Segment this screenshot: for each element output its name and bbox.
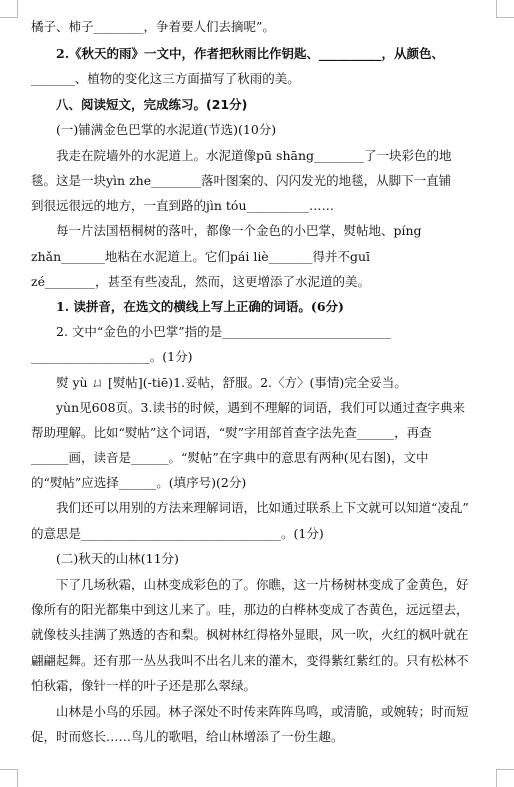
section-heading: 八、阅读短文，完成练习。(21分) bbox=[56, 97, 248, 112]
paragraph-line: 像所有的阳光都集中到这儿来了。哇，那边的白桦林变成了杏黄色，远远望去， bbox=[31, 602, 469, 617]
passage-title: (二)秋天的山林(11分) bbox=[56, 551, 179, 566]
text-line: 橘子、柿子________，争着要人们去摘呢”。 bbox=[31, 19, 275, 34]
question-line: yùn见608页。3.读书的时候，遇到不理解的词语，我们可以通过查字典来 bbox=[56, 400, 465, 415]
crop-mark bbox=[496, 769, 514, 770]
paragraph-line: 怕秋霜，像针一样的叶子还是那么翠绿。 bbox=[31, 678, 257, 693]
passage-title: (一)铺满金色巴掌的水泥道(节选)(10分) bbox=[56, 122, 277, 137]
paragraph-line: 我走在院墙外的水泥道上。水泥道像pū shāng________了一块彩色的地 bbox=[56, 148, 452, 163]
paragraph-line: 每一片法国梧桐树的落叶，都像一个金色的小巴掌，熨帖地、píng bbox=[56, 223, 422, 238]
paragraph-line: 山林是小鸟的乐园。林子深处不时传来阵阵鸟鸣，或清脆，或婉转；时而短 bbox=[56, 704, 469, 719]
question-line: 1. 读拼音，在选文的横线上写上正确的词语。(6分) bbox=[56, 299, 344, 314]
crop-mark bbox=[0, 17, 18, 18]
question-line: 帮助理解。比如“熨帖”这个词语，“熨”字用部首查字法先查______，再查 bbox=[31, 425, 432, 440]
crop-mark bbox=[496, 17, 514, 18]
paragraph-line: 就像枝头挂满了熟透的杏和梨。枫树林红得格外显眼，风一吹，火红的枫叶就在 bbox=[31, 627, 469, 642]
question-line: ______画，读音是______。“熨帖”在字典中的意思有两种(见右图)，文中 bbox=[31, 450, 429, 465]
paragraph-line: 下了几场秋霜，山林变成彩色的了。你瞧，这一片杨树林变成了金黄色，好 bbox=[56, 577, 469, 592]
question-line: 的意思是________________________________。(1分) bbox=[31, 526, 324, 541]
paragraph-line: zé________，甚至有些凌乱，然而，这更增添了水泥道的美。 bbox=[31, 274, 370, 289]
dictionary-entry: 熨 yù ㄩ [熨帖](-tiē)1.妥帖，舒服。2.〈方〉(事情)完全妥当。 bbox=[56, 375, 407, 390]
question-line: 2.《秋天的雨》一文中，作者把秋雨比作钥匙、__________，从颜色、 bbox=[56, 46, 445, 61]
paragraph-line: 翩翩起舞。还有那一丛丛我叫不出名儿来的灌木，变得紫红紫红的。只有松林不 bbox=[31, 653, 469, 668]
crop-mark bbox=[496, 0, 497, 18]
crop-mark bbox=[17, 769, 18, 787]
crop-mark bbox=[17, 0, 18, 18]
paragraph-line: 促，时而悠长……鸟儿的歌唱，给山林增添了一份生趣。 bbox=[31, 729, 344, 744]
crop-mark bbox=[0, 769, 18, 770]
paragraph-line: 毯。这是一块yìn zhe________落叶图案的、闪闪发光的地毯，从脚下一直铺 bbox=[31, 173, 452, 188]
question-line: ___________________。(1分) bbox=[31, 349, 193, 364]
question-line: 的“熨帖”应选择______。(填序号)(2分) bbox=[31, 475, 247, 490]
text-line: _______、植物的变化这三方面描写了秋雨的美。 bbox=[31, 71, 300, 86]
paragraph-line: 到很远很远的地方，一直到路的jìn tóu__________…… bbox=[31, 198, 334, 213]
question-line: 我们还可以用别的方法来理解词语，比如通过联系上下文就可以知道“凌乱” bbox=[56, 500, 469, 515]
crop-mark bbox=[496, 769, 497, 787]
paragraph-line: zhǎn_______地粘在水泥道上。它们pái liè_______得并不guī bbox=[31, 249, 371, 264]
question-line: 2. 文中“金色的小巴掌”指的是___________________________ bbox=[56, 324, 391, 339]
